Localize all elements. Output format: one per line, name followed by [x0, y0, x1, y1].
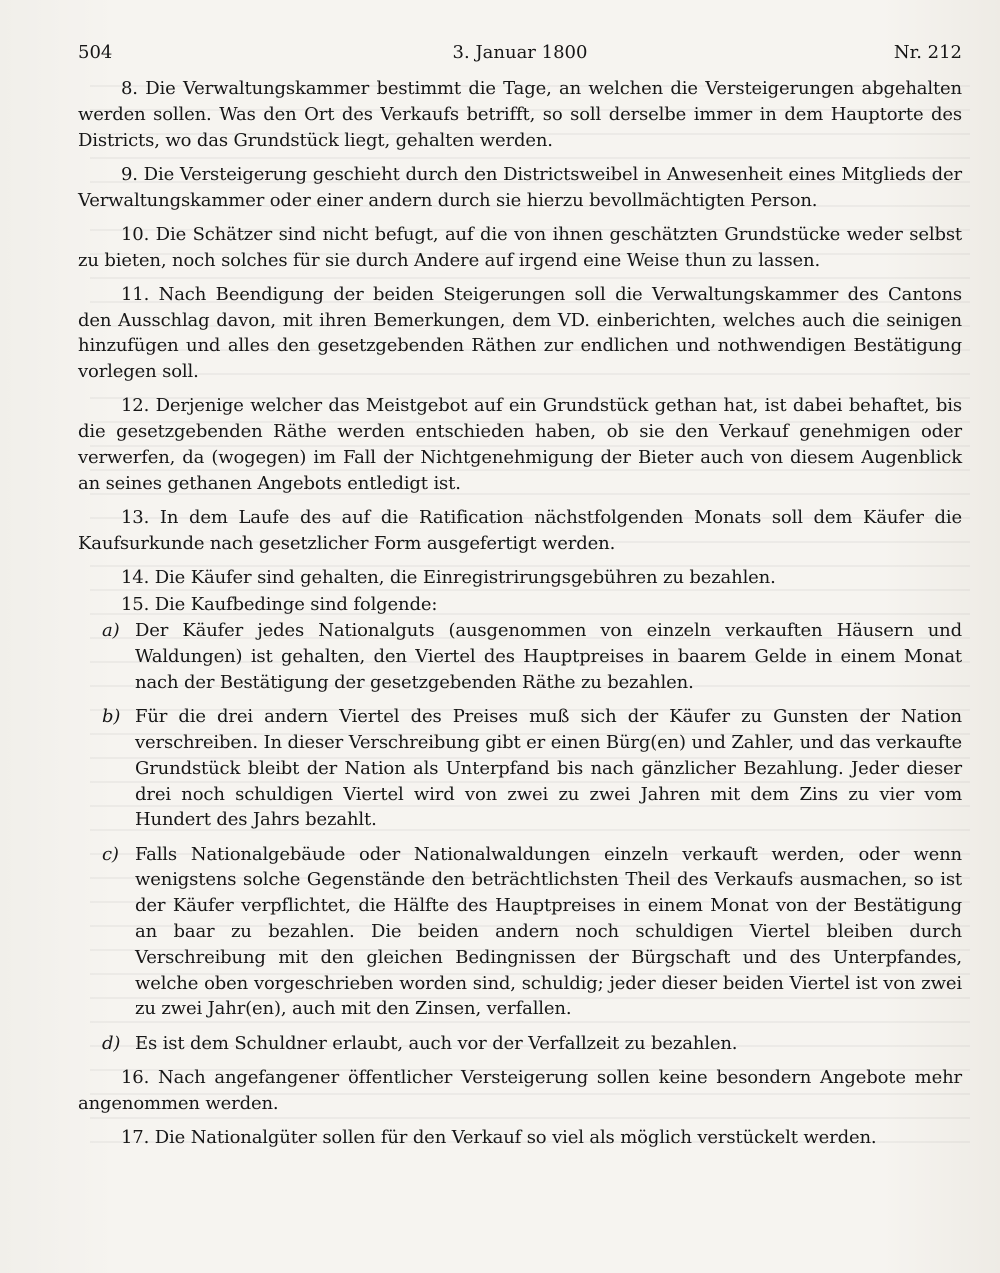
paragraph-13: 13. In dem Laufe des auf die Ratification nächstfolgenden Monats soll dem Käufer die Kaufsurkunde nach gesetzlicher Form ausgefertigt werden. [78, 506, 962, 554]
subitem-d-label: d) [102, 1032, 121, 1054]
paragraph-15: 15. Die Kaufbedinge sind folgende: [121, 593, 438, 615]
subitem-b-text: Für die drei andern Viertel des Preises muß sich der Käufer zu Gunsten der Nation verschreiben. In dieser Verschreibung gibt er einen Bürg(en) und Zahler, und das verkaufte Grundstück bleibt der Nation als Unterpfand bis nach gänzlicher Bezahlung. Jeder dieser drei noch schuldigen Viertel wird von zwei zu zwei Jahren mit dem Zins zu vier vom Hundert des Jahrs bezahlt. [135, 706, 962, 831]
subitem-d [78, 1031, 962, 1057]
subitem-a-text: Der Käufer jedes Nationalguts (ausgenommen von einzeln verkauften Häusern und Waldungen) ist gehalten, den Viertel des Hauptpreises in baarem Gelde in einem Monat nach der Bestätigung der gesetzgebenden Räthe zu bezahlen. [135, 620, 962, 694]
running-header [78, 42, 962, 68]
paragraph-10: 10. Die Schätzer sind nicht befugt, auf die von ihnen geschätzten Grundstücke weder selbst zu bieten, noch solches für sie durch Andere auf irgend eine Weise thun zu lassen. [78, 223, 962, 271]
subitem-c-text: Falls Nationalgebäude oder Nationalwaldungen einzeln verkauft werden, oder wenn wenigstens solche Gegenstände den beträchtlichsten Theil des Verkaufs ausmachen, so ist der Käufer verpflichtet, die Hälfte des Hauptpreises in einem Monat von der Bestätigung an baar zu bezahlen. Die beiden andern noch schuldigen Viertel bleiben durch Verschreibung mit den gleichen Bedingnissen der Bürgschaft und des Unterpfandes, welche oben vorgeschrieben worden sind, schuldig; jeder dieser beiden Viertel ist von zwei zu zwei Jahr(en), auch mit den Zinsen, verfallen. [135, 843, 962, 1020]
document-body [78, 76, 962, 1159]
subitem-c [78, 842, 962, 1023]
page-number: 504 [78, 42, 113, 63]
document-number: Nr. 212 [893, 42, 962, 63]
paragraph-11: 11. Nach Beendigung der beiden Steigerungen soll die Verwaltungskammer des Cantons den Ausschlag davon, mit ihren Bemerkungen, dem VD. einberichten, welches auch die seinigen hinzufügen und alles den gesetzgebenden Räthen zur endlichen und nothwendigen Bestätigung vorlegen soll. [78, 283, 962, 383]
paragraph-16: 16. Nach angefangener öffentlicher Versteigerung sollen keine besondern Angebote mehr angenommen werden. [78, 1066, 962, 1114]
paragraph-14: 14. Die Käufer sind gehalten, die Einregistrirungsgebühren zu bezahlen. [121, 566, 776, 588]
paragraph-12: 12. Derjenige welcher das Meistgebot auf ein Grundstück gethan hat, ist dabei behaftet, bis die gesetzgebenden Räthe werden entschieden haben, ob sie den Verkauf genehmigen oder verwerfen, da (wogegen) im Fall der Nichtgenehmigung der Bieter auch von diesem Augenblick an seines gethanen Angebots entledigt ist. [78, 395, 962, 494]
subitem-b [78, 704, 962, 833]
subitem-a [78, 618, 962, 695]
paragraph-8: 8. Die Verwaltungskammer bestimmt die Tage, an welchen die Versteigerungen abgehalten werden sollen. Was den Ort des Verkaufs betrifft, so soll derselbe immer in dem Hauptorte des Districts, wo das Grundstück liegt, gehalten werden. [78, 78, 962, 151]
paragraph-17: 17. Die Nationalgüter sollen für den Verkauf so viel als möglich verstückelt werden. [121, 1126, 877, 1148]
header-date: 3. Januar 1800 [452, 42, 588, 63]
subitem-d-text: Es ist dem Schuldner erlaubt, auch vor der Verfallzeit zu bezahlen. [135, 1032, 738, 1054]
subitem-b-label: b) [102, 706, 121, 728]
paragraph-9: 9. Die Versteigerung geschieht durch den Districtsweibel in Anwesenheit eines Mitglieds der Verwaltungskammer oder einer andern durch sie hierzu bevollmächtigten Person. [78, 163, 962, 211]
subitem-c-label: c) [102, 843, 119, 865]
subitem-a-label: a) [102, 620, 120, 642]
